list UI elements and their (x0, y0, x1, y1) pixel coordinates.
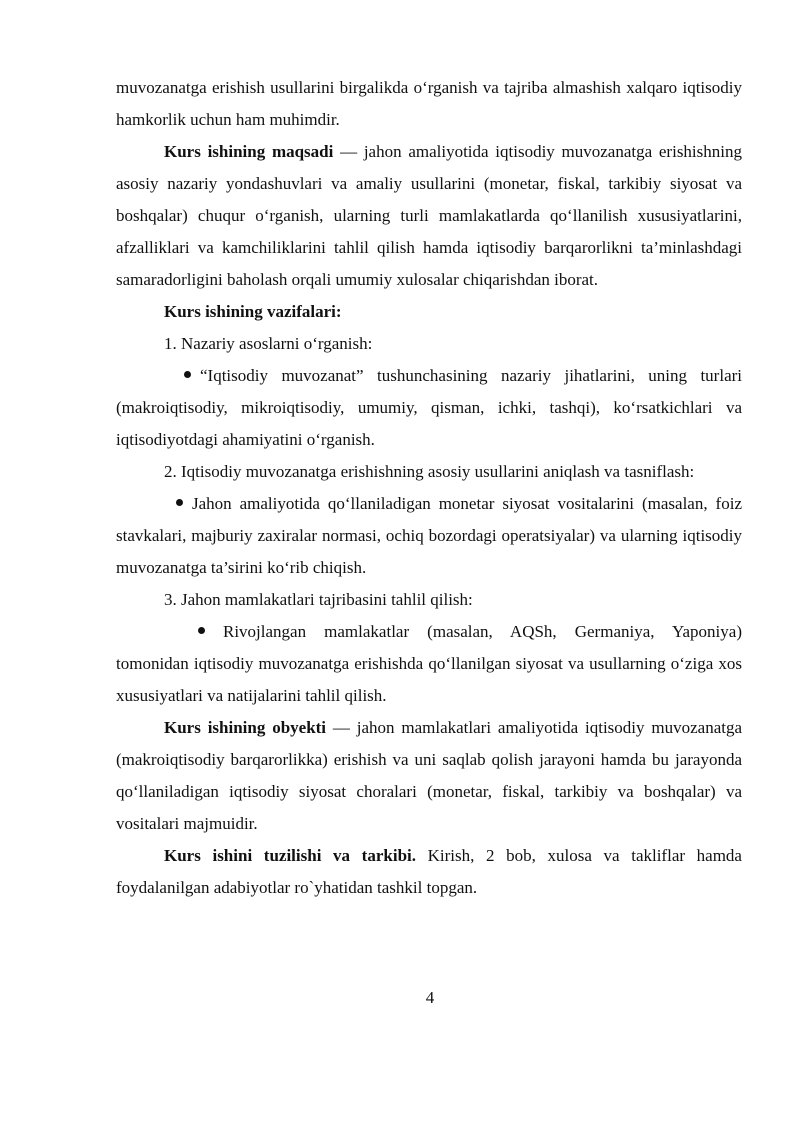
page-number: 4 (425, 988, 435, 1007)
bullet-icon (184, 371, 191, 378)
task-3-bullet-text: Rivojlangan mamlakatlar (masalan, AQSh, Germaniya, Yaponiya) tomonidan iqtisodiy muvozanatga erishishda qo‘llanilgan siyosat va usullarning o‘ziga xos xususiyatlari va natijalarini tahlil qilish. (116, 622, 742, 705)
task-2-title: 2. Iqtisodiy muvozanatga erishishning asosiy usullarini aniqlash va tasniflash: (164, 462, 695, 481)
intro-continuation-paragraph: muvozanatga erishish usullarini birgalikda o‘rganish va tajriba almashish xalqaro iqtisodiy hamkorlik uchun ham muhimdir. (116, 78, 742, 129)
task-3-bullet-item (116, 616, 742, 712)
document-body (116, 72, 742, 904)
goal-heading: Kurs ishining maqsadi (164, 142, 334, 161)
tasks-heading-paragraph (116, 296, 742, 328)
structure-heading: Kurs ishini tuzilishi va tarkibi. (164, 846, 416, 865)
bullet-icon (198, 627, 205, 634)
object-heading: Kurs ishining obyekti (164, 718, 327, 737)
task-1-bullet-item (116, 360, 742, 456)
object-paragraph (116, 712, 742, 840)
structure-text: Kirish, 2 bob, xulosa va takliflar hamda foydalanilgan adabiyotlar ro`yhatidan tashkil topgan. (116, 846, 742, 897)
task-1-title: 1. Nazariy asoslarni o‘rganish: (164, 334, 373, 353)
structure-paragraph (116, 840, 742, 904)
object-text: — jahon mamlakatlari amaliyotida iqtisodiy muvozanatga (makroiqtisodiy barqarorlikka) erishish va uni saqlab qolish jarayoni hamda bu jarayonda qo‘llaniladigan iqtisodiy siyosat choralari (monetar, fiskal, tarkibiy va boshqalar) va vositalari majmuidir. (116, 718, 743, 833)
task-2-bullet-text: Jahon amaliyotida qo‘llaniladigan monetar siyosat vositalarini (masalan, foiz stavkalari, majburiy zaxiralar normasi, ochiq bozordagi operatsiyalar) va ularning iqtisodiy muvozanatga ta’sirini ko‘rib chiqish. (116, 494, 742, 577)
goal-paragraph (116, 136, 742, 296)
task-1-bullet-text: “Iqtisodiy muvozanat” tushunchasining nazariy jihatlarini, uning turlari (makroiqtisodiy, mikroiqtisodiy, umumiy, qisman, ichki, tashqi), ko‘rsatkichlari va iqtisodiyotdagi ahamiyatini o‘rganish. (116, 366, 742, 449)
bullet-icon (176, 499, 183, 506)
goal-text: — jahon amaliyotida iqtisodiy muvozanatga erishishning asosiy nazariy yondashuvlari va amaliy usullarini (monetar, fiskal, tarkibiy siyosat va boshqalar) chuqur o‘rganish, ularning turli mamlakatlarda qo‘llanilish xususiyatlarini, afzalliklari va kamchiliklarini tahlil qilish hamda iqtisodiy barqarorlikni ta’minlashdagi samaradorligini baholash orqali umumiy xulosalar chiqarishdan iborat. (116, 142, 742, 289)
tasks-heading: Kurs ishining vazifalari: (164, 302, 342, 321)
task-3-title: 3. Jahon mamlakatlari tajribasini tahlil qilish: (164, 590, 473, 609)
task-2-bullet-item (116, 488, 742, 584)
